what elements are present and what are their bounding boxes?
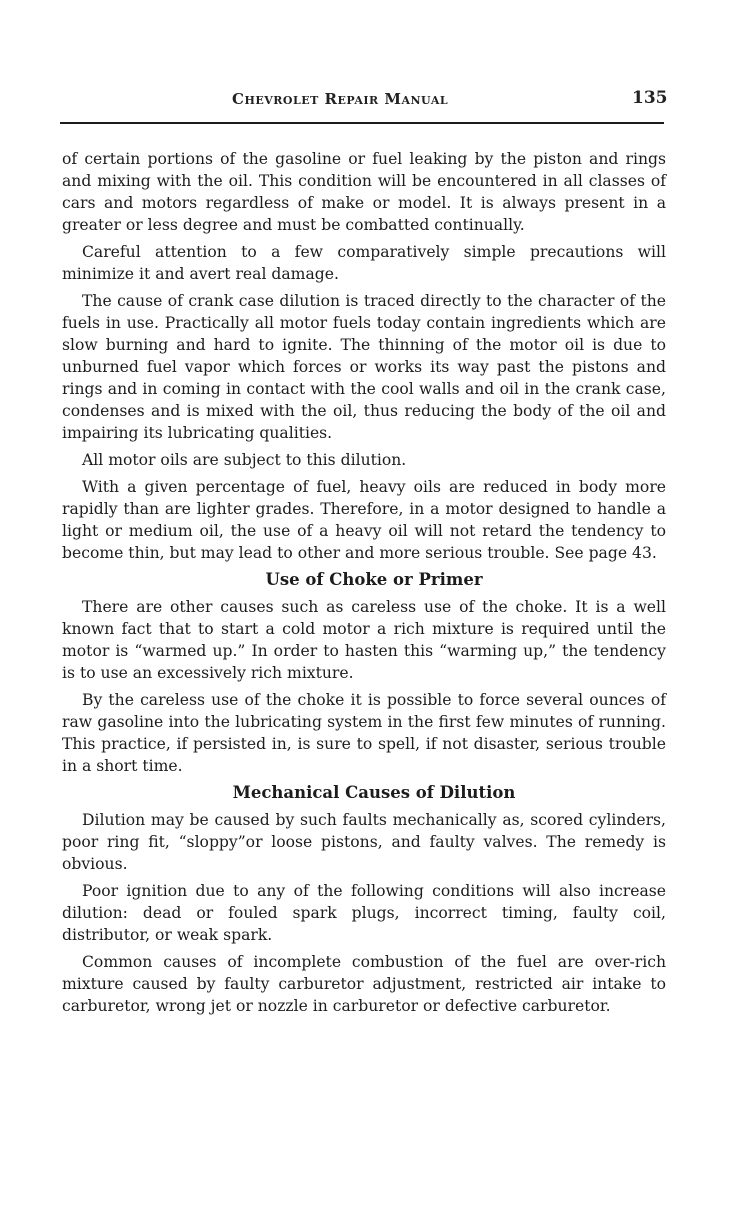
- paragraph: By the careless use of the choke it is possible to force several ounces of raw gasoline into the lubricating system in the first few minutes of running. This practice, if persisted in, is sure to spell, if not disaster, serious trouble in a short time.: [62, 691, 666, 775]
- paragraph: of certain portions of the gasoline or fuel leaking by the piston and rings and mixing with the oil. This condition will be encountered in all classes of cars and motors regardless of make or model. It is always present in a greater or less degree and must be combatted continually.: [62, 150, 666, 234]
- paragraph: Dilution may be caused by such faults mechanically as, scored cylinders, poor ring fit, “sloppy”or loose pistons, and faulty valves. The remedy is obvious.: [62, 811, 666, 873]
- running-head: Chevrolet Repair Manual: [232, 90, 449, 108]
- paragraph: Common causes of incomplete combustion of the fuel are over-rich mixture caused by faulty carburetor adjustment, restricted air intake to carburetor, wrong jet or nozzle in carburetor or defective carburetor.: [62, 953, 666, 1015]
- body-text: [62, 148, 666, 1022]
- paragraph: Careful attention to a few comparatively simple precautions will minimize it and avert real damage.: [62, 243, 666, 283]
- section-heading-choke: Use of Choke or Primer: [265, 570, 483, 589]
- paragraph: The cause of crank case dilution is traced directly to the character of the fuels in use. Practically all motor fuels today contain ingredients which are slow burning and hard to ignite. The thinning of the motor oil is due to unburned fuel vapor which forces or works its way past the pistons and rings and in coming in contact with the cool walls and oil in the crank case, condenses and is mixed with the oil, thus reducing the body of the oil and impairing its lubricating qualities.: [62, 292, 666, 442]
- section-heading-mechanical: Mechanical Causes of Dilution: [232, 783, 516, 802]
- page-number: 135: [632, 88, 668, 108]
- header-rule: [60, 122, 664, 124]
- paragraph: Poor ignition due to any of the following conditions will also increase dilution: dead or fouled spark plugs, incorrect timing, faulty coil, distributor, or weak spark.: [62, 882, 666, 944]
- paragraph: There are other causes such as careless use of the choke. It is a well known fact that to start a cold motor a rich mixture is required until the motor is “warmed up.” In order to hasten this “warming up,” the tendency is to use an excessively rich mixture.: [62, 598, 666, 682]
- paragraph: All motor oils are subject to this dilution.: [82, 451, 407, 469]
- paragraph: With a given percentage of fuel, heavy oils are reduced in body more rapidly than are lighter grades. Therefore, in a motor designed to handle a light or medium oil, the use of a heavy oil will not retard the tendency to become thin, but may lead to other and more serious trouble. See page 43.: [62, 478, 666, 562]
